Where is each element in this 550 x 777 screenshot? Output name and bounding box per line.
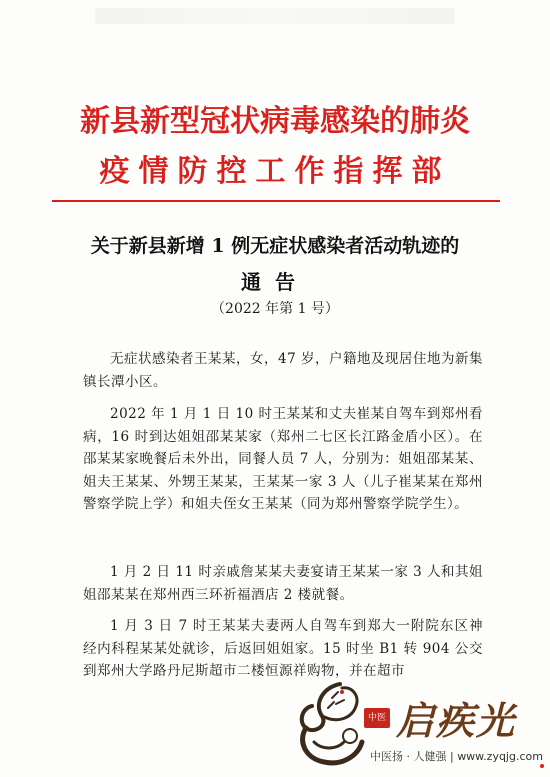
body-paragraph-2: 2022 年 1 月 1 日 10 时王某某和丈夫崔某自驾车到郑州看病，16 时到达姐姐邵某某家（郑州二七区长江路金盾小区）。在邵某某家晚餐后未外出，同餐人员 7 人，分别为：姐姐邵某某、姐夫王某某、外甥王某某，王某某一家 3 人（儿子崔某某在郑州警察学院上学）和姐夫侄女王某某（同为郑州警察学院学生）。: [83, 406, 483, 512]
notice-number: （2022 年第 1 号）: [211, 301, 339, 317]
brand-name: 启疾光: [396, 698, 517, 743]
body-paragraph-4: 1 月 3 日 7 时王某某夫妻两人自驾车到郑大一附院东区神经内科程某某处就诊，后返回姐姐家。15 时坐 B1 转 904 公交到郑州大学路丹尼斯超市二楼恒源祥购物，并在超市: [83, 618, 483, 679]
seal-stamp: 中医: [364, 708, 390, 728]
issuer-header-line1: 新县新型冠状病毒感染的肺炎: [80, 104, 470, 139]
issuer-header-line2: 疫情防控工作指挥部: [99, 154, 451, 189]
brand-tagline: 中医扬 · 人健强 | www.zyqjg.com: [370, 750, 543, 763]
scan-artifact: [95, 8, 455, 24]
body-paragraph-1: 无症状感染者王某某，女，47 岁，户籍地及现居住地为新集镇长潭小区。: [83, 351, 483, 390]
corner-dot: [540, 764, 544, 768]
header-divider: [52, 200, 500, 202]
notice-title-line1: 关于新县新增 1 例无症状感染者活动轨迹的: [90, 235, 460, 257]
body-paragraph-3: 1 月 2 日 11 时亲戚詹某某夫妻宴请王某某一家 3 人和其姐姐邵某某在郑州西三环祈福酒店 2 楼就餐。: [83, 564, 483, 603]
notice-title-line2: 通告: [241, 270, 309, 294]
site-watermark: [292, 678, 548, 774]
